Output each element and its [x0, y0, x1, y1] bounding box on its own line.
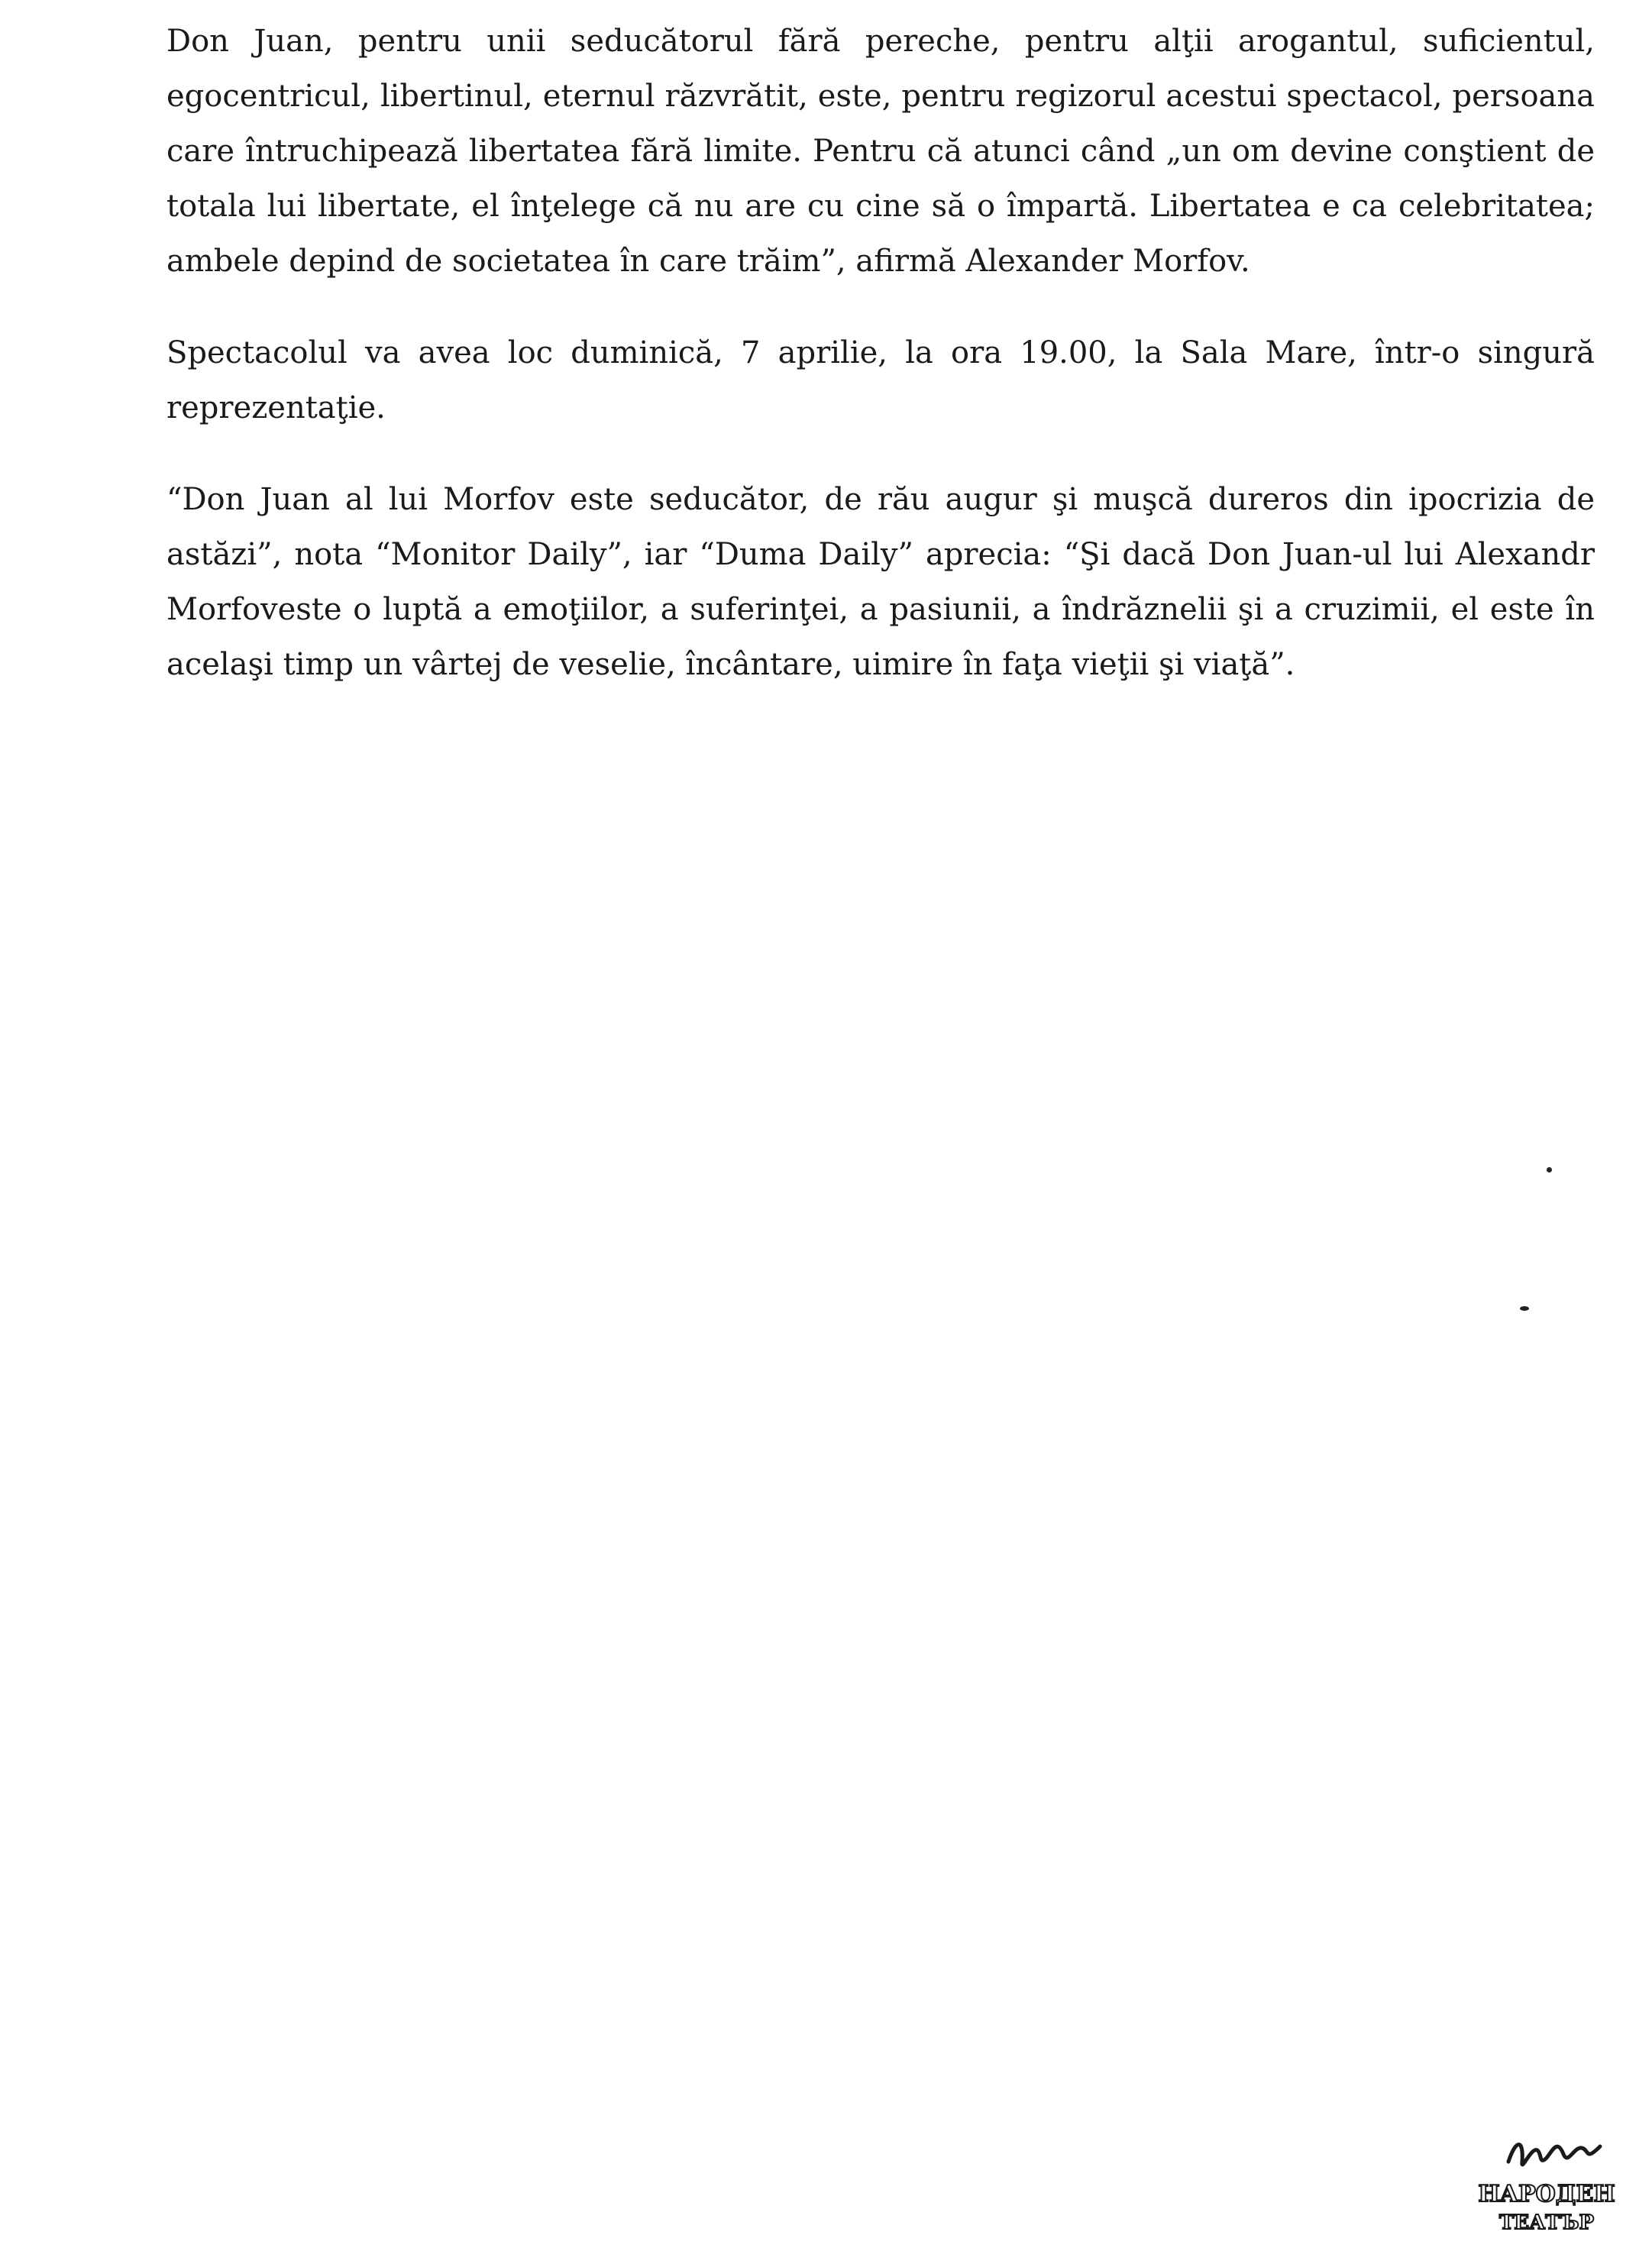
document-body [166, 14, 1595, 729]
national-theatre-logo [1478, 2131, 1615, 2246]
logo-line-2: ТЕАТЪР [1498, 2211, 1595, 2234]
scan-speck [1520, 1306, 1529, 1311]
paragraph-press-quotes: “Don Juan al lui Morfov este seducător, de rău augur şi muşcă dureros din ipocrizia de astăzi”, nota “Monitor Daily”, iar “Duma Daily” aprecia: “Şi dacă Don Juan-ul lui Alexandr Morfoveste o luptă a emoţiilor, a suferinţei, a pasiunii, a îndrăznelii şi a cruzimii, el este în acelaşi timp un vârtej de veselie, încântare, uimire în faţa vieţii şi viaţă”. [166, 482, 1595, 682]
scan-speck [1547, 1167, 1552, 1173]
logo-line-1: НАРОДЕН [1478, 2181, 1615, 2208]
theatre-logo-mark [1478, 2131, 1615, 2246]
paragraph-performance-date: Spectacolul va avea loc duminică, 7 aprilie, la ora 19.00, la Sala Mare, într-o singură reprezentaţie. [166, 335, 1595, 425]
paragraph-don-juan-description: Don Juan, pentru unii seducătorul fără pereche, pentru alţii arogantul, suficientul, egocentricul, libertinul, eternul răzvrătit, este, pentru regizorul acestui spectacol, persoana care întruchipează libertatea fără limite. Pentru că atunci când „un om devine conştient de totala lui libertate, el înţelege că nu are cu cine să o împartă. Libertatea e ca celebritatea; ambele depind de societatea în care trăim”, afirmă Alexander Morfov. [166, 24, 1595, 279]
